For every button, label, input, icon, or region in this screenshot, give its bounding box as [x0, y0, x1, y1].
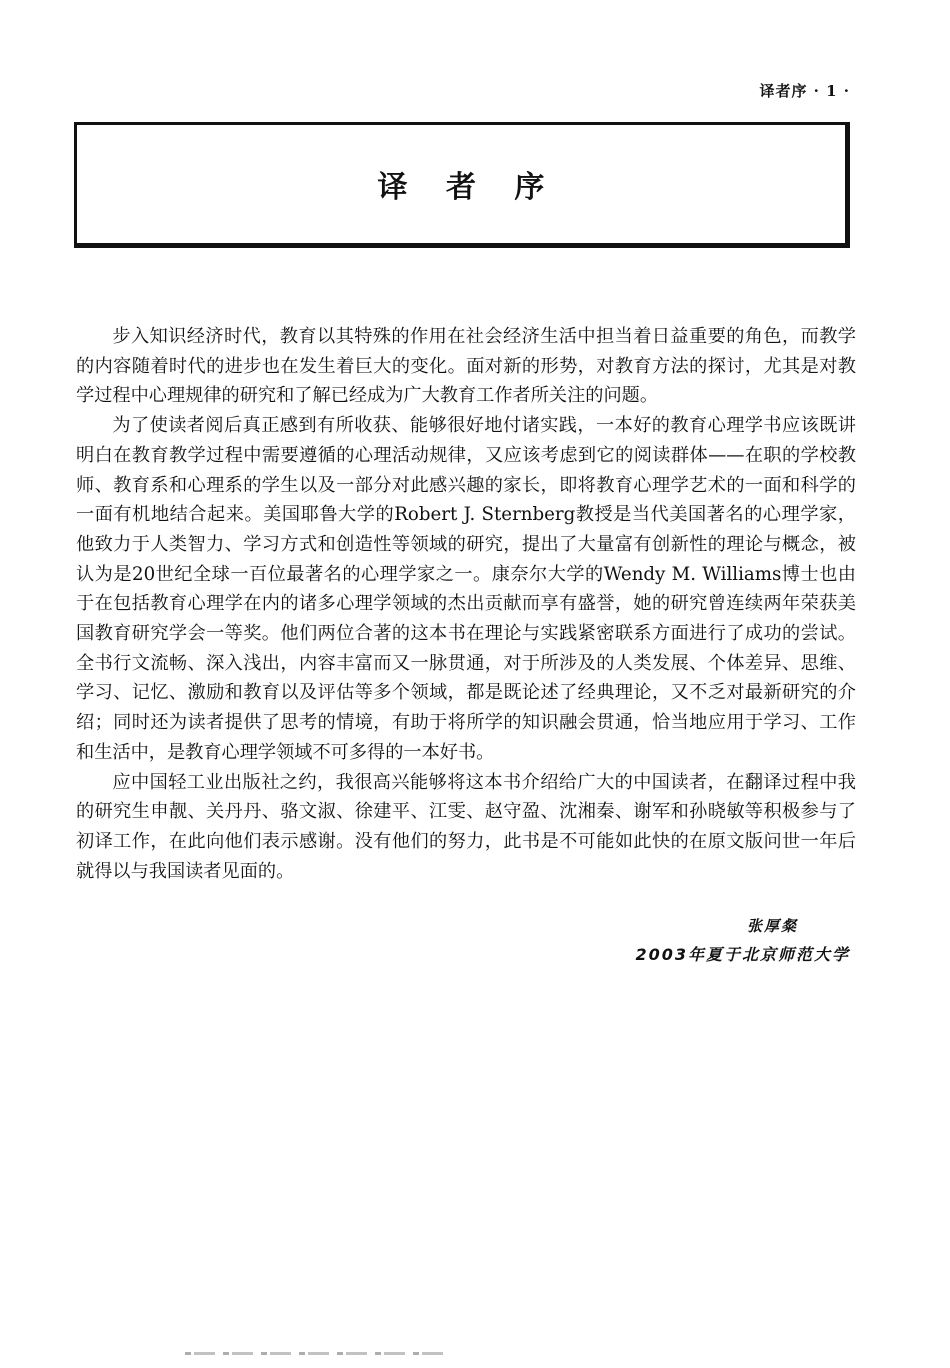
- body-text: [76, 322, 856, 886]
- paragraph-1: 步入知识经济时代，教育以其特殊的作用在社会经济生活中担当着日益重要的角色，而教学的内容随着时代的进步也在发生着巨大的变化。面对新的形势，对教育方法的探讨，尤其是对教学过程中心理规律的研究和了解已经成为广大教育工作者所关注的问题。: [76, 326, 856, 407]
- paragraph-3: 应中国轻工业出版社之约，我很高兴能够将这本书介绍给广大的中国读者，在翻译过程中我的研究生申靓、关丹丹、骆文淑、徐建平、江雯、赵守盈、沈湘秦、谢军和孙晓敏等积极参与了初译工作，在此向他们表示感谢。没有他们的努力，此书是不可能如此快的在原文版问世一年后就得以与我国读者见面的。: [76, 771, 856, 882]
- date-place: 2003年夏于北京师范大学: [635, 945, 850, 964]
- signature-block: [635, 912, 850, 970]
- running-header: 译者序 · 1 ·: [759, 82, 850, 100]
- translator-name: 张厚粲: [746, 917, 798, 935]
- page-title: 译 者 序: [377, 170, 559, 205]
- paragraph-2: 为了使读者阅后真正感到有所收获、能够很好地付诸实践，一本好的教育心理学书应该既讲明白在教育教学过程中需要遵循的心理活动规律，又应该考虑到它的阅读群体——在职的学校教师、教育系和心理系的学生以及一部分对此感兴趣的家长，即将教育心理学艺术的一面和科学的一面有机地结合起来。美国耶鲁大学的Robert J. Sternberg教授是当代美国著名的心理学家，他致力于人类智力、学习方式和创造性等领域的研究，提出了大量富有创新性的理论与概念，被认为是20世纪全球一百位最著名的心理学家之一。康奈尔大学的Wendy M. Williams博士也由于在包括教育心理学在内的诸多心理学领域的杰出贡献而享有盛誉，她的研究曾连续两年荣获美国教育研究学会一等奖。他们两位合著的这本书在理论与实践紧密联系方面进行了成功的尝试。全书行文流畅、深入浅出，内容丰富而又一脉贯通，对于所涉及的人类发展、个体差异、思维、学习、记忆、激励和教育以及评估等多个领域，都是既论述了经典理论，又不乏对最新研究的介绍；同时还为读者提供了思考的情境，有助于将所学的知识融会贯通，恰当地应用于学习、工作和生活中，是教育心理学领域不可多得的一本好书。: [76, 415, 856, 763]
- title-box: [74, 122, 850, 248]
- scan-artifact: [185, 1352, 445, 1355]
